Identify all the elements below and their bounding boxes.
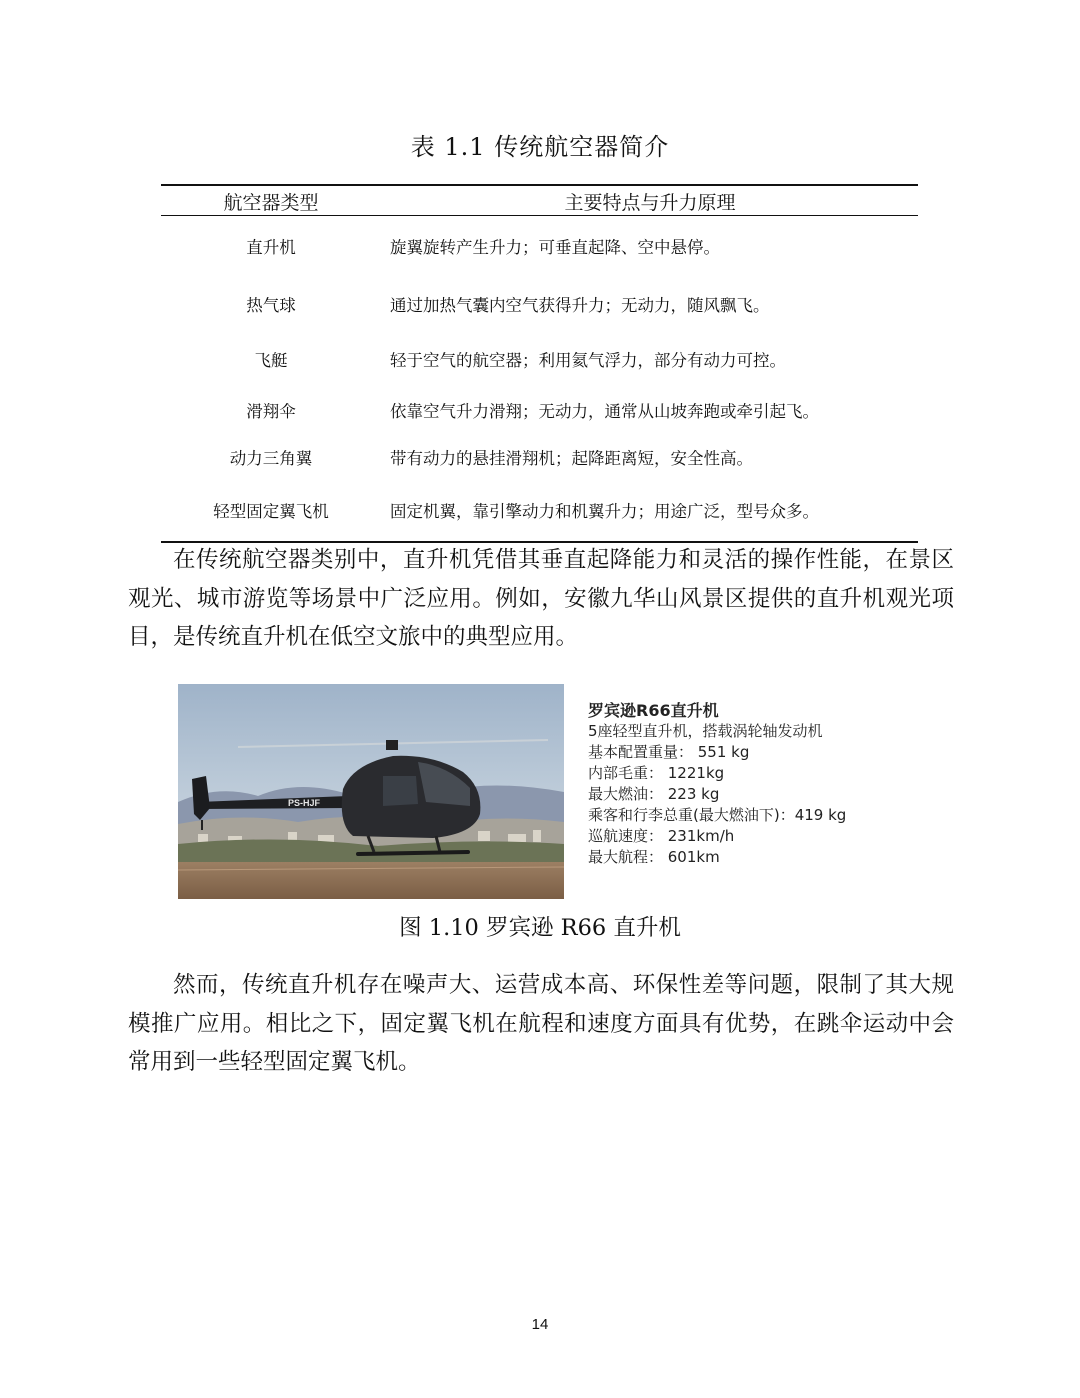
table-title: 表 1.1 传统航空器简介 xyxy=(410,133,670,161)
table-cell-features: 旋翼旋转产生升力；可垂直起降、空中悬停。 xyxy=(390,238,720,257)
spec-line: 最大燃油： 223 kg xyxy=(588,785,720,803)
table-top-rule xyxy=(161,184,918,186)
table-cell-type: 热气球 xyxy=(246,296,296,315)
figure-caption: 图 1.10 罗宾逊 R66 直升机 xyxy=(399,915,681,941)
table-row xyxy=(161,398,918,422)
spec-panel xyxy=(588,700,918,868)
table-cell-type: 直升机 xyxy=(246,238,296,257)
table-row xyxy=(161,347,918,371)
table-row xyxy=(161,445,918,469)
spec-title: 罗宾逊R66直升机 xyxy=(588,701,719,720)
table-cell-features: 固定机翼，靠引擎动力和机翼升力；用途广泛，型号众多。 xyxy=(390,502,819,521)
table-row xyxy=(161,292,918,316)
table-cell-features: 带有动力的悬挂滑翔机；起降距离短，安全性高。 xyxy=(390,449,753,468)
table-header-rule xyxy=(161,215,918,216)
paragraph-text: 在传统航空器类别中，直升机凭借其垂直起降能力和灵活的操作性能，在景区观光、城市游览等场景中广泛应用。例如，安徽九华山风景区提供的直升机观光项目，是传统直升机在低空文旅中的典型应用。 xyxy=(128,547,954,650)
spec-line: 巡航速度： 231km/h xyxy=(588,827,735,845)
paragraph-text: 然而，传统直升机存在噪声大、运营成本高、环保性差等问题，限制了其大规模推广应用。相比之下，固定翼飞机在航程和速度方面具有优势，在跳伞运动中会常用到一些轻型固定翼飞机。 xyxy=(128,972,954,1075)
table-cell-type: 动力三角翼 xyxy=(229,449,313,468)
table-header-type: 航空器类型 xyxy=(223,192,319,214)
table-cell-features: 依靠空气升力滑翔；无动力，通常从山坡奔跑或牵引起飞。 xyxy=(390,402,819,421)
table-cell-type: 飞艇 xyxy=(254,351,288,370)
table-cell-type: 轻型固定翼飞机 xyxy=(213,502,329,521)
registration-text: PS-HJF xyxy=(288,798,321,808)
table-header-features: 主要特点与升力原理 xyxy=(564,192,736,214)
table-cell-features: 通过加热气囊内空气获得升力；无动力，随风飘飞。 xyxy=(390,296,770,315)
spec-line: 基本配置重量： 551 kg xyxy=(588,743,750,761)
table-cell-features: 轻于空气的航空器；利用氦气浮力，部分有动力可控。 xyxy=(390,351,786,370)
table-cell-type: 滑翔伞 xyxy=(246,402,296,421)
paragraph-helicopter-usage xyxy=(128,541,954,657)
spec-line: 内部毛重： 1221kg xyxy=(588,764,725,782)
table-row xyxy=(161,498,918,522)
spec-line: 5座轻型直升机，搭载涡轮轴发动机 xyxy=(588,722,823,740)
paragraph-limitations xyxy=(128,966,954,1082)
table-row xyxy=(161,234,918,258)
spec-line: 乘客和行李总重(最大燃油下)：419 kg xyxy=(588,806,847,824)
page-number: 14 xyxy=(531,1316,549,1333)
helicopter-photo xyxy=(178,684,564,899)
spec-line: 最大航程： 601km xyxy=(588,848,720,866)
